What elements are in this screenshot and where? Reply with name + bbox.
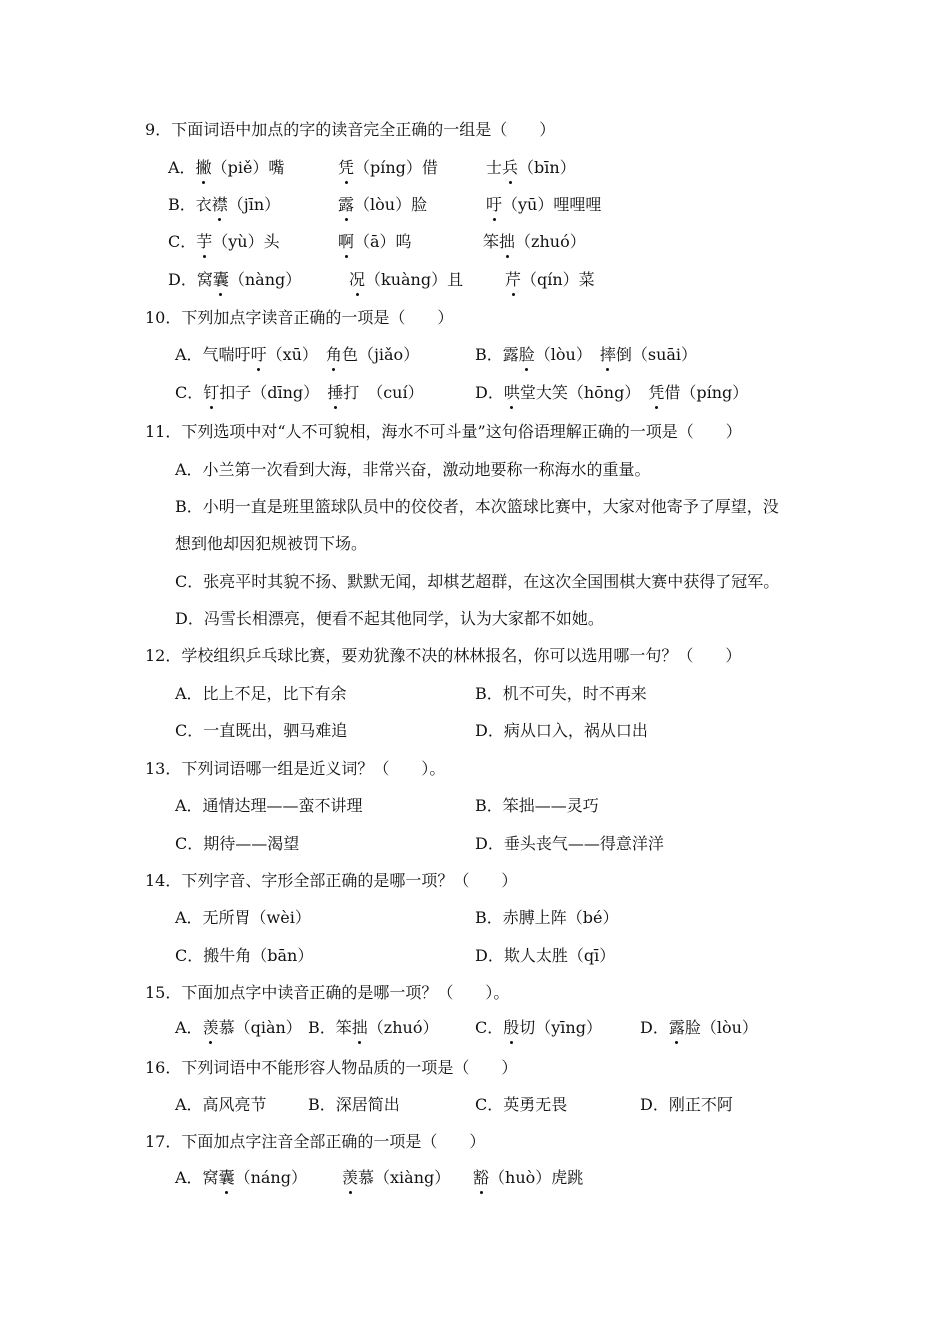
q10-option-d: D．哄堂大笑（hōng） 凭借（píng） [475, 383, 749, 402]
q12-option-c: C．一直既出，驷马难追 [175, 721, 348, 740]
q9-option-b-2: 露（lòu）脸 [338, 195, 428, 214]
q13-option-d: D．垂头丧气——得意洋洋 [475, 834, 664, 853]
q9-option-d-2: 况（kuàng）且 [349, 270, 464, 289]
question-16: 16．下列词语中不能形容人物品质的一项是（ ） [145, 1058, 518, 1077]
q13-option-c: C．期待——渴望 [175, 834, 300, 853]
q17-option-a-3: 豁（huò）虎跳 [473, 1168, 584, 1187]
q16-option-b: B．深居简出 [308, 1095, 400, 1114]
q9-option-a-2: 凭（píng）借 [338, 158, 438, 177]
q13-option-b: B．笨拙——灵巧 [475, 796, 599, 815]
q9-option-c-1: C．芋（yù）头 [168, 232, 280, 251]
q9-option-d-3: 芹（qín）菜 [505, 270, 595, 289]
q17-option-a-1: A．窝囊（náng） [175, 1168, 307, 1187]
q12-option-b: B．机不可失，时不再来 [475, 684, 647, 703]
q9-option-a-1: A．撇（piě）嘴 [168, 158, 285, 177]
question-12: 12．学校组织乒乓球比赛，要劝犹豫不决的林林报名，你可以选用哪一句？（ ） [145, 646, 742, 665]
q14-option-b: B．赤膊上阵（bé） [475, 908, 619, 927]
q15-option-a: A．羡慕（qiàn） [175, 1018, 302, 1037]
q15-option-d: D．露脸（lòu） [640, 1018, 758, 1037]
q12-option-d: D．病从口入，祸从口出 [475, 721, 648, 740]
q11-option-d: D．冯雪长相漂亮，便看不起其他同学，认为大家都不如她。 [175, 609, 604, 628]
q10-option-a: A．气喘吁吁（xū） 角色（jiǎo） [175, 345, 420, 364]
q13-option-a: A．通情达理——蛮不讲理 [175, 796, 363, 815]
q9-option-c-3: 笨拙（zhuó） [483, 232, 586, 251]
q15-option-b: B．笨拙（zhuó） [308, 1018, 439, 1037]
q11-option-b: B．小明一直是班里篮球队员中的佼佼者，本次篮球比赛中，大家对他寄予了厚望，没 [175, 497, 779, 516]
question-13: 13．下列词语哪一组是近义词？（ ）。 [145, 759, 446, 778]
q9-option-b-1: B．衣襟（jīn） [168, 195, 281, 214]
q11-option-a: A．小兰第一次看到大海，非常兴奋，激动地要称一称海水的重量。 [175, 460, 651, 479]
q16-option-d: D．刚正不阿 [640, 1095, 733, 1114]
q11-option-c: C．张亮平时其貌不扬、默默无闻，却棋艺超群，在这次全国围棋大赛中获得了冠军。 [175, 572, 780, 591]
q9-option-a-3: 士兵（bīn） [486, 158, 576, 177]
question-14: 14．下列字音、字形全部正确的是哪一项？（ ） [145, 871, 518, 890]
question-15: 15．下面加点字中读音正确的是哪一项？（ ）。 [145, 983, 510, 1002]
question-11: 11．下列选项中对“人不可貌相，海水不可斗量”这句俗语理解正确的一项是（ ） [145, 422, 742, 441]
q9-option-c-2: 啊（ā）呜 [338, 232, 412, 251]
q9-option-d-1: D．窝囊（nàng） [168, 270, 302, 289]
q14-option-c: C．搬牛角（bān） [175, 946, 314, 965]
q17-option-a-2: 羡慕（xiàng） [342, 1168, 451, 1187]
q10-option-c: C．钉扣子（dīng） 捶打 （cuí） [175, 383, 424, 402]
q12-option-a: A．比上不足，比下有余 [175, 684, 347, 703]
question-10: 10．下列加点字读音正确的一项是（ ） [145, 308, 454, 327]
q10-option-b: B．露脸（lòu） 摔倒（suāi） [475, 345, 698, 364]
q14-option-d: D．欺人太胜（qī） [475, 946, 616, 965]
q9-option-b-3: 吁（yū）哩哩哩 [486, 195, 602, 214]
q16-option-a: A．高风亮节 [175, 1095, 267, 1114]
q14-option-a: A．无所胃（wèi） [175, 908, 311, 927]
question-17: 17．下面加点字注音全部正确的一项是（ ） [145, 1132, 486, 1151]
q16-option-c: C．英勇无畏 [475, 1095, 568, 1114]
q11-option-b-cont: 想到他却因犯规被罚下场。 [175, 534, 368, 553]
question-9: 9．下面词语中加点的字的读音完全正确的一组是（ ） [145, 120, 556, 139]
q15-option-c: C．殷切（yīng） [475, 1018, 602, 1037]
